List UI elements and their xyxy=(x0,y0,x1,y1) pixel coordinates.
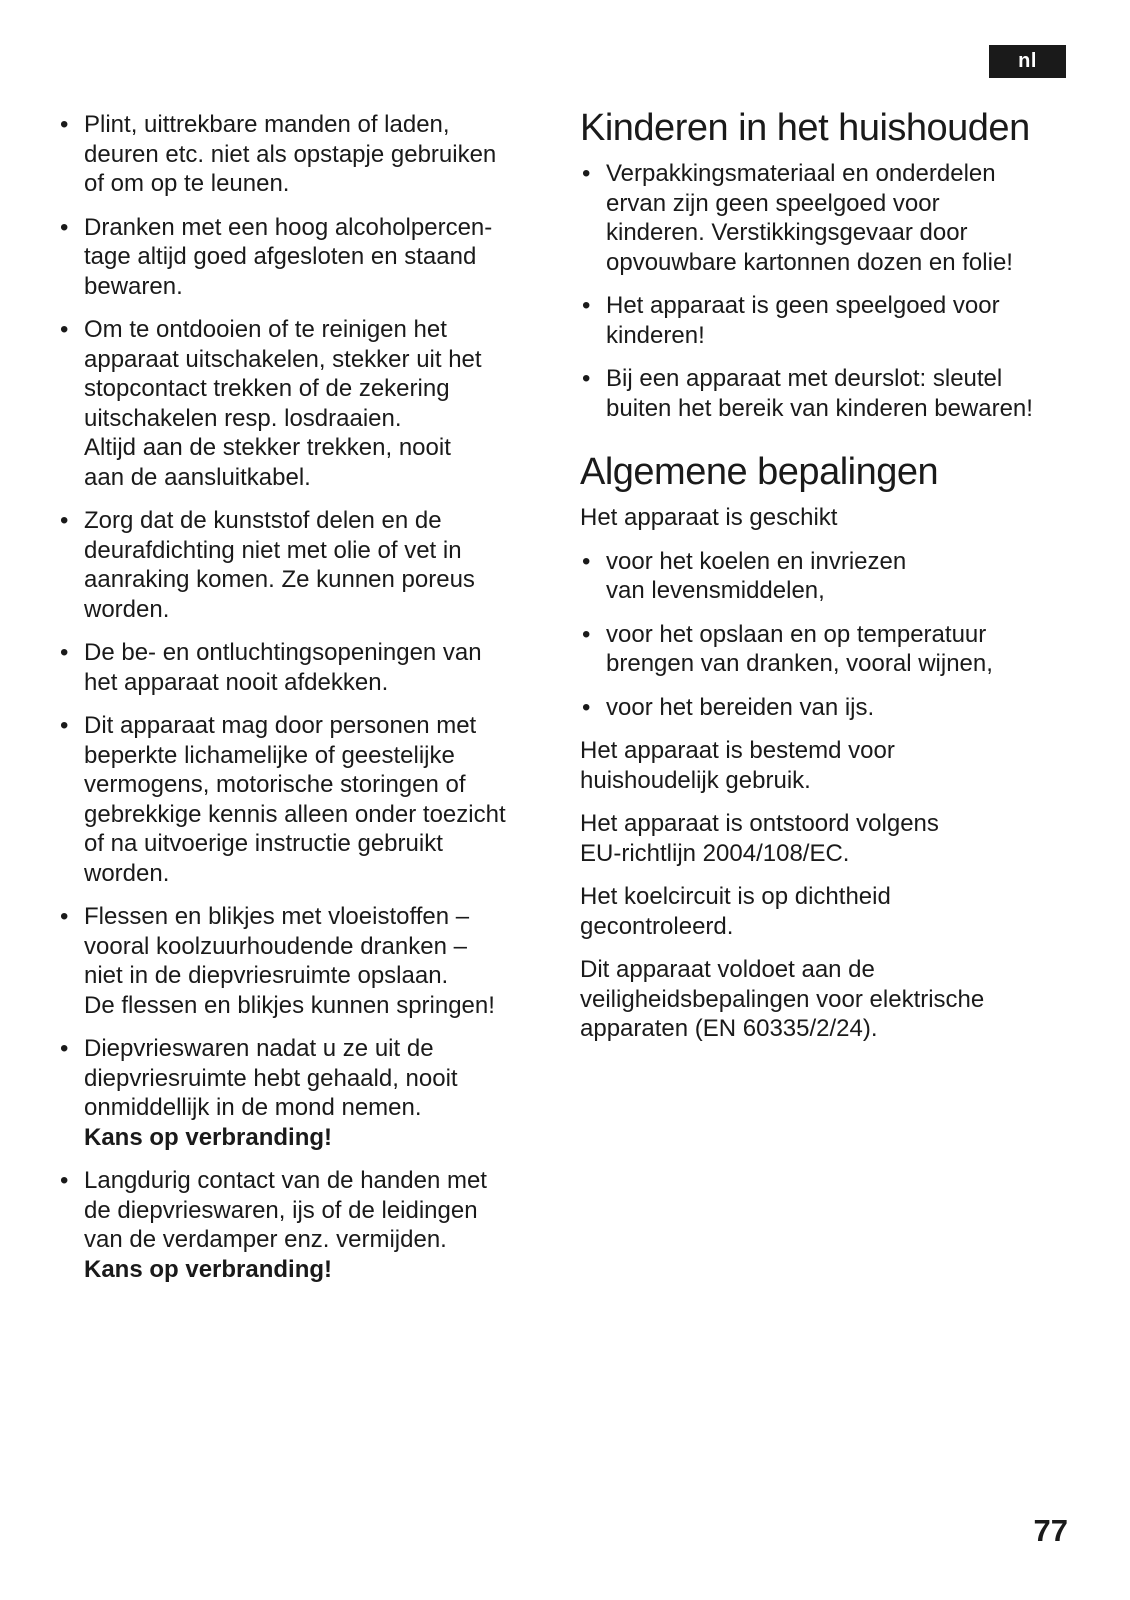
list-item xyxy=(580,364,1080,423)
list-item xyxy=(58,638,558,697)
language-badge: nl xyxy=(989,45,1066,78)
intro-paragraph: Het apparaat is geschikt xyxy=(580,504,838,531)
paragraph: Dit apparaat voldoet aan de veiligheidsbepalingen voor elektrische apparaten (EN 60335/2/24). xyxy=(580,956,985,1042)
list-item-text: voor het koelen en invriezen van levensmiddelen, xyxy=(606,547,907,604)
safety-bullet-list xyxy=(58,110,558,1284)
children-bullet-list xyxy=(580,159,1080,423)
list-item-text: Het apparaat is geen speelgoed voor kinderen! xyxy=(606,292,1000,349)
list-item xyxy=(580,291,1080,350)
bullet-icon: • xyxy=(582,693,591,721)
right-column xyxy=(580,105,1080,1058)
list-item xyxy=(58,1034,558,1152)
bullet-icon: • xyxy=(60,639,69,666)
list-item-text: Plint, uittrekbare manden of laden, deuren etc. niet als opstapje gebruiken of om op te leunen. xyxy=(84,111,497,197)
list-item-text: Diepvrieswaren nadat u ze uit de diepvriesruimte hebt gehaald, nooit onmiddellijk in de mond nemen. xyxy=(84,1035,458,1121)
list-item xyxy=(580,620,1080,679)
list-item-text: Om te ontdooien of te reinigen het apparaat uitschakelen, stekker uit het stopcontact trekken of de zekering uitschakelen resp. losdraaien. Altijd aan de stekker trekken, nooit aan de aansluitkabel. xyxy=(84,316,482,491)
list-item xyxy=(58,315,558,492)
bullet-icon: • xyxy=(582,547,591,575)
list-item-text: Bij een apparaat met deurslot: sleutel buiten het bereik van kinderen bewaren! xyxy=(606,365,1033,422)
section-heading-general: Algemene bepalingen xyxy=(580,451,939,493)
paragraph: Het apparaat is bestemd voor huishoudelijk gebruik. xyxy=(580,737,895,794)
bullet-icon: • xyxy=(60,903,69,930)
list-item xyxy=(58,506,558,624)
list-item-text: Zorg dat de kunststof delen en de deurafdichting niet met olie of vet in aanraking komen. Ze kunnen poreus worden. xyxy=(84,507,475,623)
bullet-icon: • xyxy=(60,316,69,343)
bullet-icon: • xyxy=(582,292,591,319)
list-item-text: voor het bereiden van ijs. xyxy=(606,693,875,721)
paragraph: Het apparaat is ontstoord volgens EU-richtlijn 2004/108/EC. xyxy=(580,810,939,867)
list-item-text: Dranken met een hoog alcoholpercen- tage altijd goed afgesloten en staand bewaren. xyxy=(84,213,493,300)
usage-bullet-list xyxy=(580,547,1080,723)
list-item xyxy=(58,213,558,302)
bullet-icon: • xyxy=(582,620,591,648)
list-item xyxy=(580,159,1080,277)
list-item xyxy=(58,711,558,888)
bullet-icon: • xyxy=(60,1035,69,1062)
list-item-text: Verpakkingsmateriaal en onderdelen ervan zijn geen speelgoed voor kinderen. Verstikkingsgevaar door opvouwbare kartonnen dozen en folie! xyxy=(606,160,1013,276)
bullet-icon: • xyxy=(60,712,69,739)
bullet-icon: • xyxy=(582,365,591,392)
bullet-icon: • xyxy=(60,213,69,241)
list-item-text: Langdurig contact van de handen met de diepvrieswaren, ijs of de leidingen van de verdamper enz. vermijden. xyxy=(84,1167,487,1253)
left-column xyxy=(58,110,558,1298)
list-item-text: voor het opslaan en op temperatuur brengen van dranken, vooral wijnen, xyxy=(606,620,993,677)
list-item xyxy=(58,902,558,1020)
list-item-text: Dit apparaat mag door personen met beperkte lichamelijke of geestelijke vermogens, motorische storingen of gebrekkige kennis alleen onder toezicht of na uitvoerige instructie gebruikt worden. xyxy=(84,712,506,887)
bullet-icon: • xyxy=(60,507,69,534)
list-item xyxy=(58,1166,558,1284)
list-item xyxy=(580,693,1080,723)
bullet-icon: • xyxy=(60,1167,69,1194)
page-number: 77 xyxy=(1033,1513,1068,1548)
warning-text: Kans op verbranding! xyxy=(84,1123,333,1151)
section-heading-children: Kinderen in het huishouden xyxy=(580,107,1030,149)
bullet-icon: • xyxy=(582,160,591,187)
list-item xyxy=(58,110,558,199)
list-item xyxy=(580,547,1080,606)
paragraph: Het koelcircuit is op dichtheid gecontroleerd. xyxy=(580,883,891,940)
list-item-text: Flessen en blikjes met vloeistoffen – vooral koolzuurhoudende dranken – niet in de diepvriesruimte opslaan. De flessen en blikjes kunnen springen! xyxy=(84,903,495,1019)
list-item-text: De be- en ontluchtingsopeningen van het apparaat nooit afdekken. xyxy=(84,639,482,696)
warning-text: Kans op verbranding! xyxy=(84,1255,333,1283)
bullet-icon: • xyxy=(60,111,69,138)
